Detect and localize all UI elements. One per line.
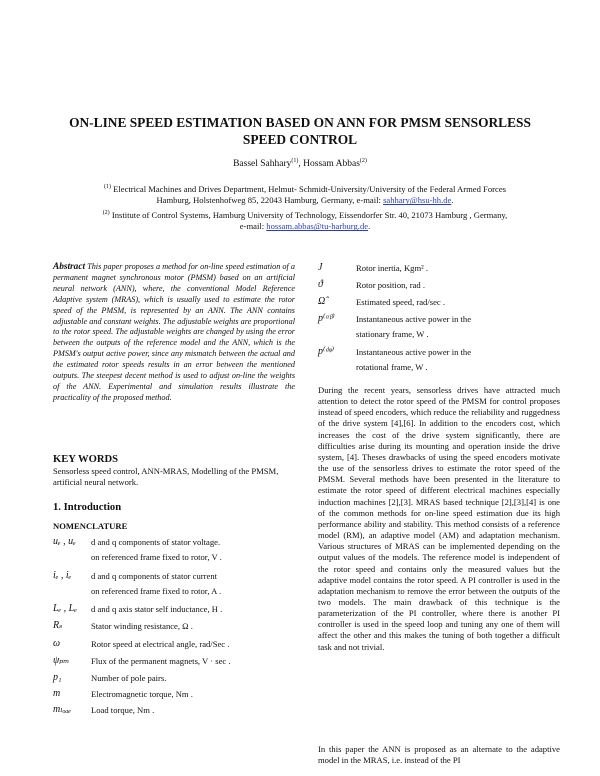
keywords-heading: KEY WORDS: [53, 454, 119, 465]
keywords-text: Sensorless speed control, ANN-MRAS, Modelling of the PMSM, artificial neural network.: [53, 466, 279, 488]
author-line: Bassel Sahhary$^{(1)}$, Hossam Abbas$^{(2)}$: [233, 158, 367, 170]
affiliation-1: $^{(1)}$ Electrical Machines and Drives Department, Helmut- Schmidt-University/University of the Federal Armed Forces Hamburg, Holstenhofweg 85, 22043 Hamburg, Germany, e-mail: sahhary@hsu-hh.de.: [104, 183, 506, 206]
section-heading-introduction: 1. Introduction: [53, 502, 122, 513]
body-paragraph-2: In this paper the ANN is proposed as an alternate to the adaptive model in the MRAS, i.e. instead of the PI: [318, 744, 560, 766]
email-link-2[interactable]: hossam.abbas@tu-harburg.de: [266, 221, 369, 232]
email-link-1[interactable]: sahhary@hsu-hh.de: [383, 195, 452, 206]
body-paragraph-1: During the recent years, sensorless drives have attracted much attention to detect the rotor speed of the PMSM for control proposes instead of speed encoders, which reduce the reliability and ruggedness of the drive system [4],[6]. In addition to the encoders cost, which increases the cost of the drive system significantly, there are difficulties arise during its mounting and operation inside the drive system, [4]. Theses drawbacks of using the speed encoders motivate the use of the sensorless drives to estimate the rotor speed of the PMSM. Several methods have been presented in the literature to estimate the rotor speed of different electrical machines especially induction machines [2],[3]. MRAS based technique [2],[3],[4] is one of the common methods for on-line speed estimation due its high performance ability and stability. This method consists of a reference model (RM), an adaptive model (AM) and adaptation mechanism. Various structures of MRAS can be implemented depending on the output values of the models. The reference model is independent of the rotor speed and contains only the measured values but the adaptive model contains the rotor speed. A PI controller is used in the adaptation mechanism to remove the error between the outputs of the two models. The main drawback of this technique is the parameterization of the PI controller, where there is another PI controller is used in the speed loop and tuning any one of them will affect the other and this makes the tuning of both together a difficult task and not trivial.: [318, 385, 560, 652]
abstract-text: This paper proposes a method for on-line speed estimation of a permanent magnet synchronous motor (PMSM) based on an artificial neural network (ANN), where, the conventional Model Reference Adaptive system (MRAS), which is usually used to estimate the rotor speed of the PMSM, is represented by an ANN. The ANN contains adjustable and constant weights. The adjustable weights are proportional to the rotor speed. The adjustable weights are changed by using the error between the outputs of the reference model and the ANN, which is the PMSM's output active power, since any mismatch between the actual and the estimated rotor speeds results in an error between the mentioned outputs. The steepest decent method is used to adjust on-line the weights of the ANN. Experimental and simulation results illustrate the practicality of the proposed method.: [53, 262, 295, 402]
paper-title: ON-LINE SPEED ESTIMATION BASED ON ANN FOR PMSM SENSORLESS SPEED CONTROL: [69, 115, 531, 147]
affiliation-2: $^{(2)}$ Institute of Control Systems, Hamburg University of Technology, Eissendorfer Str. 40, 21073 Hamburg , Germany, e-mail: hossam.abbas@tu-harburg.de.: [102, 209, 508, 232]
abstract-label: Abstract: [53, 262, 86, 272]
abstract: [53, 262, 295, 404]
nomenclature-heading: NOMENCLATURE: [53, 521, 128, 531]
